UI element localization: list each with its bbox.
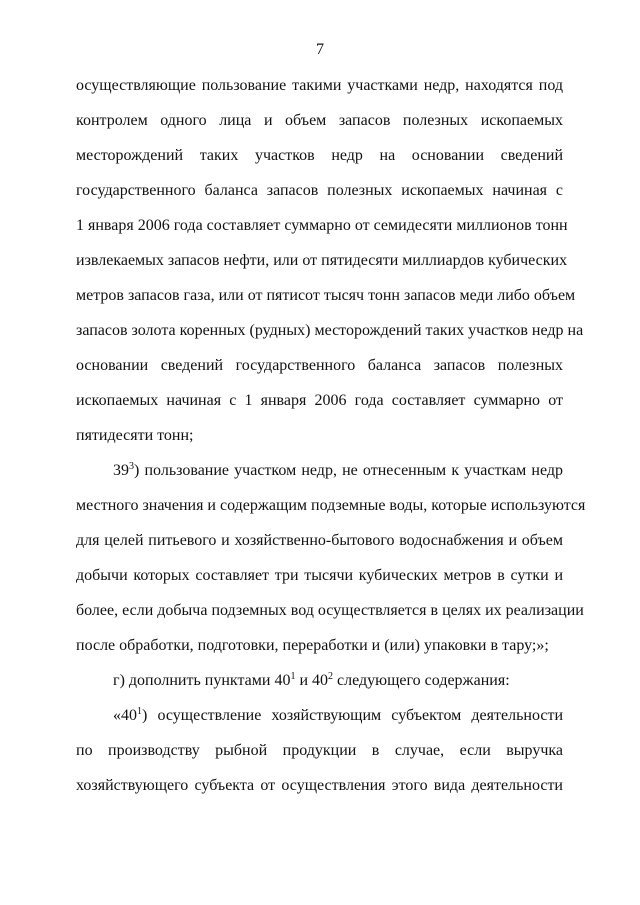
paragraph-40-1-first-line [113,706,563,726]
line-text: следующего содержания: [333,672,510,689]
text-line: государственного баланса запасов полезных ископаемых начиная с [76,182,563,199]
text-line: запасов золота коренных (рудных) месторождений таких участков недр на [76,322,584,339]
paragraph-39-3-first-line [113,461,563,481]
line-text: ) пользование участком недр, не отнесенным к участкам недр [134,462,563,479]
line-text: г) дополнить пунктами 40 [113,672,291,689]
text-line: основании сведений государственного баланса запасов полезных [76,357,563,374]
text-line: извлекаемых запасов нефти, или от пятидесяти миллиардов кубических [76,252,568,269]
text-line: 1 января 2006 года составляет суммарно от семидесяти миллионов тонн [76,217,568,234]
line-text: ) осуществление хозяйствующим субъектом деятельности [142,707,563,724]
text-line: осуществляющие пользование такими участками недр, находятся под [76,77,563,94]
item-number-superscript: 3 [129,461,134,472]
text-line: метров запасов газа, или от пятисот тысяч тонн запасов меди либо объем [76,287,576,304]
text-line: для целей питьевого и хозяйственно-бытового водоснабжения и объем [76,532,563,549]
item-number-superscript: 2 [328,671,334,682]
text-line: ископаемых начиная с 1 января 2006 года составляет суммарно от [76,392,563,409]
item-number-superscript: 1 [290,671,296,682]
text-line: более, если добыча подземных вод осуществляется в целях их реализации [76,602,584,619]
text-line: местного значения и содержащим подземные воды, которые используются [76,497,586,514]
text-line: месторождений таких участков недр на основании сведений [76,147,563,164]
text-line: пятидесяти тонн; [76,427,194,444]
subparagraph-g-line [113,671,563,691]
text-line: контролем одного лица и объем запасов полезных ископаемых [76,112,563,129]
item-number: «40 [113,707,137,724]
text-line: добычи которых составляет три тысячи кубических метров в сутки и [76,567,563,584]
text-line: хозяйствующего субъекта от осуществления этого вида деятельности [76,777,563,794]
page-number: 7 [316,41,324,58]
text-line: после обработки, подготовки, переработки и (или) упаковки в тару;»; [76,637,549,654]
line-text: и 40 [295,672,329,689]
item-number: 39 [113,462,129,479]
text-line: по производству рыбной продукции в случае, если выручка [76,742,563,759]
item-number-superscript: 1 [137,706,142,717]
